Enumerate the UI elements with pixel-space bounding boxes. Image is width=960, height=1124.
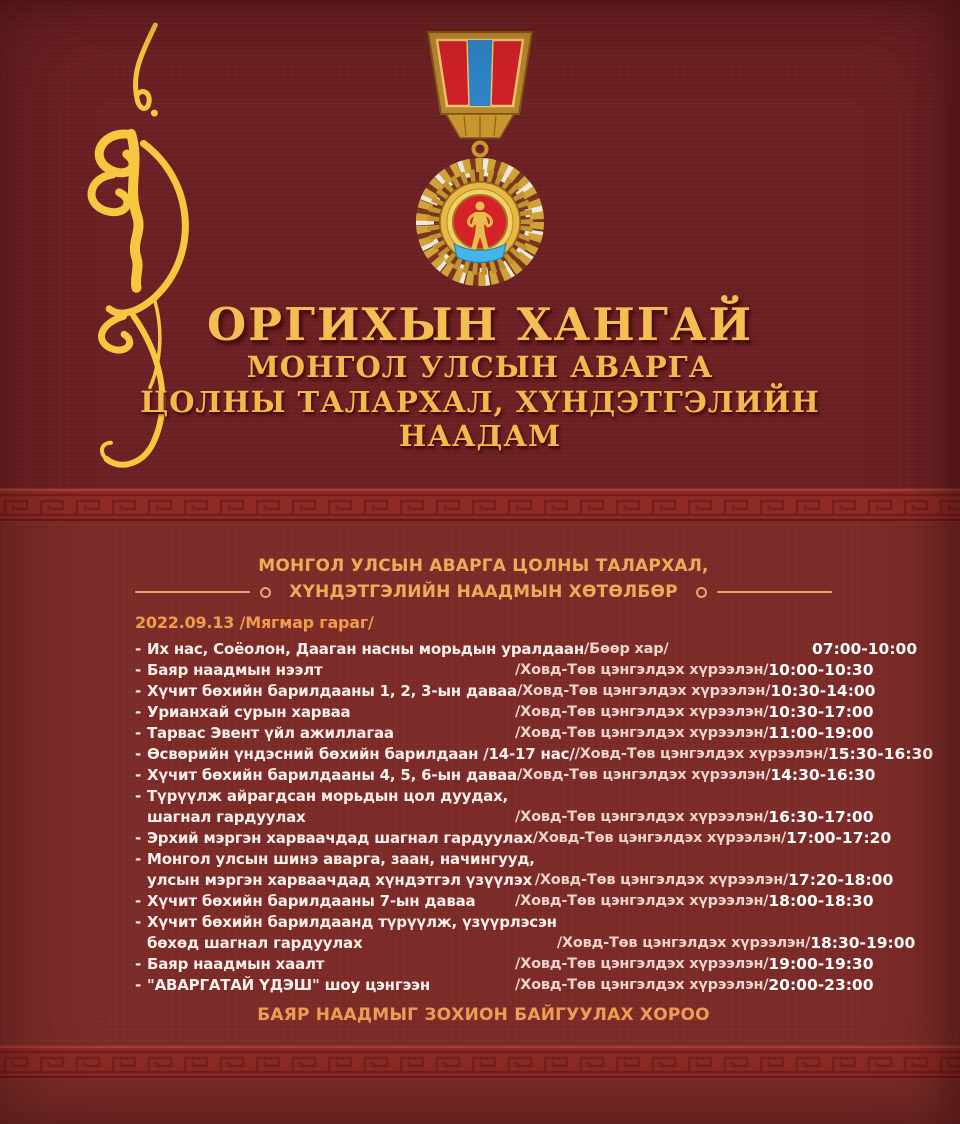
schedule-time: 19:00-19:30 (768, 955, 874, 973)
schedule-row (135, 786, 874, 828)
schedule-location: /Бөөр хар/ (584, 641, 669, 657)
schedule-time: 17:00-17:20 (786, 829, 892, 847)
schedule-row (135, 639, 918, 660)
schedule-time: 10:30-17:00 (768, 703, 874, 721)
schedule-location: /Ховд-Төв цэнгэлдэх хүрээлэн/ (515, 662, 769, 678)
schedule-row (135, 891, 874, 912)
schedule-activity-line: Баяр наадмын нээлт (147, 661, 323, 679)
schedule-activity (135, 849, 535, 891)
list-bullet: - (135, 787, 142, 805)
poster-bottom-margin (0, 1079, 960, 1124)
schedule-list (135, 639, 934, 996)
list-bullet: - (135, 682, 142, 700)
schedule-activity (135, 975, 515, 996)
poster-subtitle-3: НААДАМ (398, 418, 562, 453)
schedule-time: 11:00-19:00 (768, 724, 874, 742)
schedule-location: /Ховд-Төв цэнгэлдэх хүрээлэн/ (515, 956, 769, 972)
schedule-activity (135, 681, 517, 702)
schedule-time: 14:30-16:30 (770, 766, 876, 784)
schedule-time: 07:00-10:00 (812, 640, 918, 658)
champion-medal-icon (378, 20, 582, 298)
organizer-footer: БАЯР НААДМЫГ ЗОХИОН БАЙГУУЛАХ ХОРОО (257, 1005, 710, 1025)
schedule-activity-line: шагнал гардуулах (147, 808, 306, 826)
schedule-activity-line: Хүчит бөхийн барилдааны 4, 5, 6-ын даваа (147, 766, 517, 784)
schedule-activity-line: Хүчит бөхийн барилдааны 1, 2, 3-ын даваа (147, 682, 517, 700)
meander-border-bottom (0, 1045, 960, 1079)
list-bullet: - (135, 955, 142, 973)
schedule-row (135, 702, 874, 723)
list-bullet: - (135, 640, 142, 658)
schedule-location: /Ховд-Төв цэнгэлдэх хүрээлэн/ (516, 683, 771, 699)
schedule-row (135, 765, 876, 786)
schedule-activity (135, 660, 515, 681)
schedule-time: 10:30-14:00 (770, 682, 876, 700)
schedule-activity-line: Өсвөрийн үндэсний бөхийн барилдаан /14-17 нас/ (147, 745, 575, 763)
header-rule-left (135, 591, 250, 593)
schedule-location: /Ховд-Төв цэнгэлдэх хүрээлэн/ (532, 830, 787, 846)
schedule-row (135, 660, 874, 681)
schedule-activity (135, 786, 515, 828)
list-bullet: - (135, 913, 142, 931)
schedule-activity (135, 744, 575, 765)
schedule-activity-line: Монгол улсын шинэ аварга, заан, начингууд, (147, 850, 535, 868)
schedule-activity (135, 891, 515, 912)
schedule-location: /Ховд-Төв цэнгэлдэх хүрээлэн/ (515, 725, 769, 741)
schedule-activity-line: Эрхий мэргэн харваачдад шагнал гардуулах (147, 829, 533, 847)
schedule-activity (135, 912, 557, 954)
program-header-line2-text: ХҮНДЭТГЭЛИЙН НААДМЫН ХӨТӨЛБӨР (289, 582, 678, 602)
schedule-activity (135, 702, 515, 723)
schedule-location: /Ховд-Төв цэнгэлдэх хүрээлэн/ (515, 893, 769, 909)
poster-subtitle-2: ЦОЛНЫ ТАЛАРХАЛ, ХҮНДЭТГЭЛИЙН (140, 384, 820, 419)
poster-top-section (0, 0, 960, 488)
schedule-activity-line: Их нас, Соёолон, Дааган насны морьдын уралдаан (147, 640, 584, 658)
schedule-time: 17:20-18:00 (788, 871, 894, 889)
meander-border-top (0, 488, 960, 522)
schedule-activity-line: Түрүүлж айрагдсан морьдын цол дуудах, (147, 787, 509, 805)
list-bullet: - (135, 850, 142, 868)
schedule-activity (135, 954, 515, 975)
schedule-row (135, 681, 876, 702)
schedule-location: /Ховд-Төв цэнгэлдэх хүрээлэн/ (574, 746, 828, 762)
list-bullet: - (135, 892, 142, 910)
schedule-location: /Ховд-Төв цэнгэлдэх хүрээлэн/ (516, 767, 771, 783)
list-bullet: - (135, 829, 142, 847)
header-dot-left-icon (260, 587, 271, 598)
schedule-location: /Ховд-Төв цэнгэлдэх хүрээлэн/ (556, 935, 811, 951)
schedule-activity (135, 828, 533, 849)
schedule-time: 15:30-16:30 (828, 745, 934, 763)
program-section (0, 522, 960, 1045)
schedule-time: 10:00-10:30 (768, 661, 874, 679)
list-bullet: - (135, 976, 142, 994)
list-bullet: - (135, 766, 142, 784)
schedule-row (135, 723, 874, 744)
poster-subtitle-1: МОНГОЛ УЛСЫН АВАРГА (246, 350, 714, 385)
schedule-row (135, 849, 894, 891)
program-header (135, 554, 832, 604)
list-bullet: - (135, 703, 142, 721)
title-block (0, 300, 960, 453)
schedule-time: 18:30-19:00 (810, 934, 916, 952)
schedule-activity (135, 765, 517, 786)
schedule-activity-line: бөхөд шагнал гардуулах (147, 934, 363, 952)
event-date: 2022.09.13 /Мягмар гараг/ (135, 613, 374, 632)
poster-title: ОРГИХЫН ХАНГАЙ (206, 298, 754, 351)
schedule-row (135, 912, 916, 954)
list-bullet: - (135, 745, 142, 763)
schedule-time: 20:00-23:00 (768, 976, 874, 994)
header-rule-right (717, 591, 832, 593)
header-dot-right-icon (696, 587, 707, 598)
schedule-location: /Ховд-Төв цэнгэлдэх хүрээлэн/ (534, 872, 789, 888)
program-header-line1: МОНГОЛ УЛСЫН АВАРГА ЦОЛНЫ ТАЛАРХАЛ, (258, 556, 709, 576)
schedule-row (135, 828, 892, 849)
schedule-activity-line: Тарвас Эвент үйл ажиллагаа (147, 724, 394, 742)
schedule-location: /Ховд-Төв цэнгэлдэх хүрээлэн/ (515, 977, 769, 993)
schedule-activity (135, 639, 584, 660)
schedule-activity (135, 723, 515, 744)
schedule-activity-line: Хүчит бөхийн барилдаанд түрүүлж, үзүүрлэсэн (147, 913, 557, 931)
program-header-line2 (135, 580, 832, 604)
schedule-activity-line: улсын мэргэн харваачдад хүндэтгэл үзүүлэх (147, 871, 533, 889)
schedule-activity-line: "АВАРГАТАЙ ҮДЭШ" шоу цэнгээн (147, 976, 431, 994)
schedule-row (135, 954, 874, 975)
schedule-activity-line: Хүчит бөхийн барилдааны 7-ын даваа (147, 892, 476, 910)
schedule-row (135, 975, 874, 996)
schedule-time: 16:30-17:00 (768, 808, 874, 826)
schedule-location: /Ховд-Төв цэнгэлдэх хүрээлэн/ (515, 704, 769, 720)
schedule-activity-line: Баяр наадмын хаалт (147, 955, 325, 973)
schedule-row (135, 744, 934, 765)
list-bullet: - (135, 661, 142, 679)
schedule-activity-line: Урианхай сурын харваа (147, 703, 351, 721)
schedule-location: /Ховд-Төв цэнгэлдэх хүрээлэн/ (515, 809, 769, 825)
list-bullet: - (135, 724, 142, 742)
schedule-time: 18:00-18:30 (768, 892, 874, 910)
